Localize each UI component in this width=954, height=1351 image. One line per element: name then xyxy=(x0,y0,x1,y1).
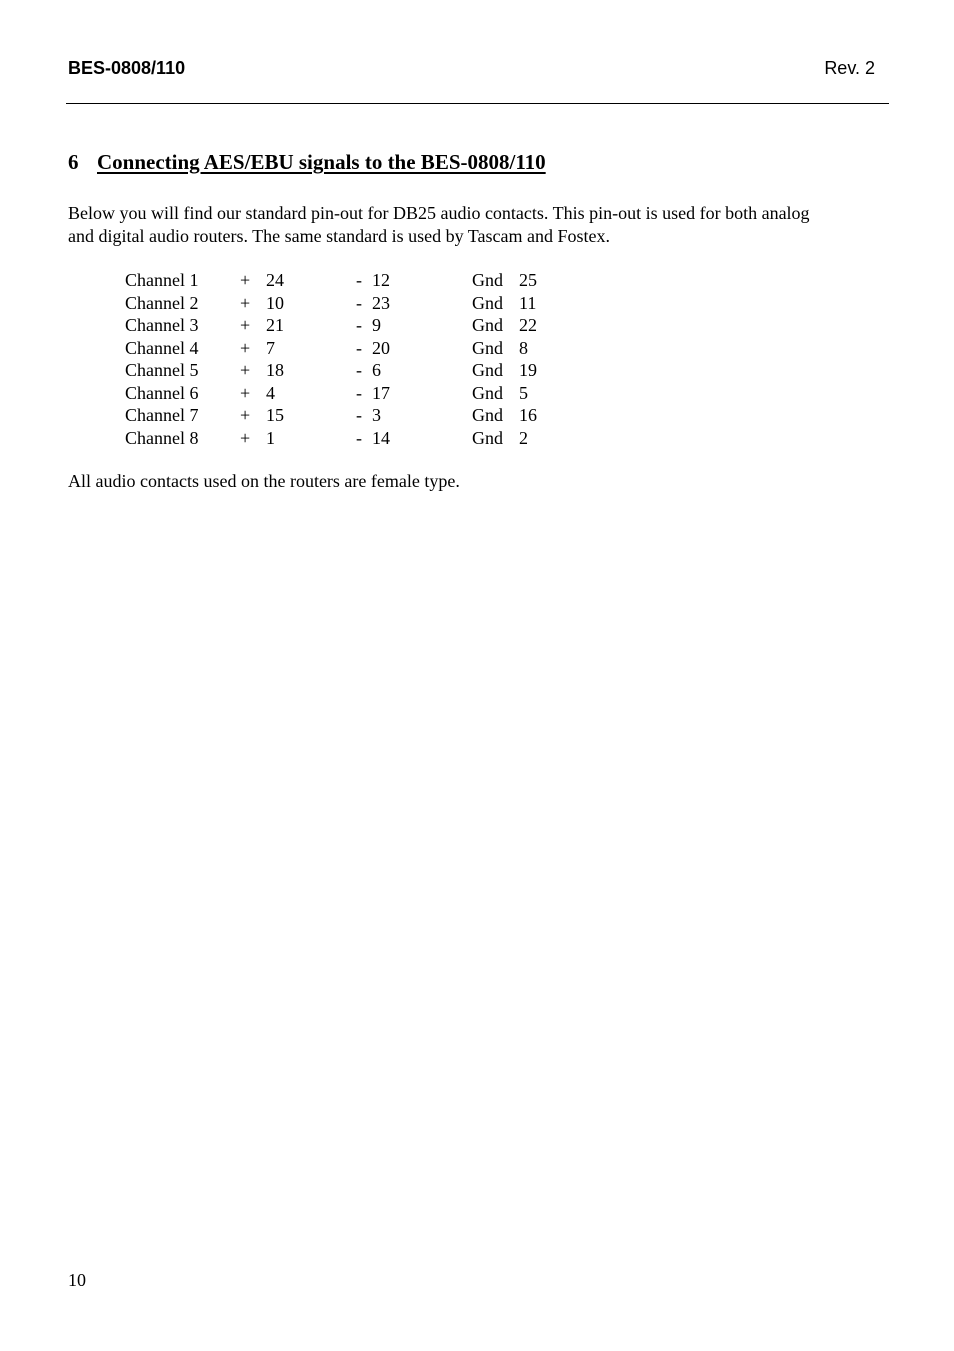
pinout-row xyxy=(125,292,585,315)
minus-pin: 14 xyxy=(372,427,390,448)
pinout-row xyxy=(125,337,585,360)
pinout-row xyxy=(125,314,585,337)
gnd-pin: 22 xyxy=(519,315,537,335)
plus-sign: + xyxy=(240,292,251,313)
plus-pin: 21 xyxy=(266,315,284,335)
channel-name: Channel 8 xyxy=(125,427,199,448)
minus-sign: - xyxy=(356,337,362,358)
plus-pin: 10 xyxy=(266,292,284,313)
gnd-pin: 11 xyxy=(519,292,537,313)
plus-pin: 15 xyxy=(266,405,284,425)
plus-sign: + xyxy=(240,382,251,403)
minus-pin: 20 xyxy=(372,337,390,358)
minus-sign: - xyxy=(356,427,362,448)
section-number: 6 xyxy=(68,150,79,174)
intro-line: and digital audio routers. The same standard is used by Tascam and Fostex. xyxy=(68,226,610,246)
channel-name: Channel 4 xyxy=(125,337,199,358)
channel-name: Channel 3 xyxy=(125,315,199,335)
pinout-row xyxy=(125,359,585,382)
plus-sign: + xyxy=(240,315,251,335)
gnd-pin: 8 xyxy=(519,337,528,358)
minus-pin: 17 xyxy=(372,382,390,403)
plus-pin: 24 xyxy=(266,270,284,290)
minus-pin: 12 xyxy=(372,270,390,290)
plus-sign: + xyxy=(240,405,251,425)
channel-name: Channel 6 xyxy=(125,382,199,403)
channel-name: Channel 2 xyxy=(125,292,199,313)
minus-sign: - xyxy=(356,270,362,290)
plus-sign: + xyxy=(240,360,251,380)
gnd-label: Gnd xyxy=(472,315,503,335)
minus-pin: 23 xyxy=(372,292,390,313)
plus-pin: 1 xyxy=(266,427,275,448)
gnd-label: Gnd xyxy=(472,382,503,403)
gnd-pin: 2 xyxy=(519,427,528,448)
plus-sign: + xyxy=(240,337,251,358)
gnd-pin: 5 xyxy=(519,382,528,403)
section-heading xyxy=(68,150,546,175)
gnd-label: Gnd xyxy=(472,427,503,448)
pinout-row xyxy=(125,404,585,427)
minus-sign: - xyxy=(356,292,362,313)
minus-sign: - xyxy=(356,405,362,425)
page-header xyxy=(68,58,875,82)
page-number: 10 xyxy=(68,1270,86,1290)
channel-name: Channel 7 xyxy=(125,405,199,425)
minus-sign: - xyxy=(356,382,362,403)
minus-pin: 3 xyxy=(372,405,381,425)
intro-paragraph xyxy=(68,202,878,248)
document-id: BES-0808/110 xyxy=(68,58,186,78)
plus-sign: + xyxy=(240,270,251,290)
pinout-row xyxy=(125,269,585,292)
revision-label: Rev. 2 xyxy=(824,58,875,78)
gnd-pin: 19 xyxy=(519,360,537,380)
intro-line: Below you will find our standard pin-out for DB25 audio contacts. This pin-out is used for both analog xyxy=(68,203,810,223)
minus-sign: - xyxy=(356,360,362,380)
plus-pin: 18 xyxy=(266,360,284,380)
channel-name: Channel 5 xyxy=(125,360,199,380)
plus-pin: 4 xyxy=(266,382,275,403)
minus-pin: 6 xyxy=(372,360,381,380)
gnd-label: Gnd xyxy=(472,360,503,380)
gnd-label: Gnd xyxy=(472,337,503,358)
channel-name: Channel 1 xyxy=(125,270,199,290)
pinout-row xyxy=(125,382,585,405)
gnd-label: Gnd xyxy=(472,292,503,313)
gnd-label: Gnd xyxy=(472,405,503,425)
gnd-pin: 16 xyxy=(519,405,537,425)
minus-pin: 9 xyxy=(372,315,381,335)
plus-pin: 7 xyxy=(266,337,275,358)
gnd-pin: 25 xyxy=(519,270,537,290)
contact-type-note: All audio contacts used on the routers are female type. xyxy=(68,471,460,491)
gnd-label: Gnd xyxy=(472,270,503,290)
pinout-table xyxy=(125,269,585,449)
section-title: Connecting AES/EBU signals to the BES-0808/110 xyxy=(97,150,546,174)
pinout-row xyxy=(125,427,585,450)
minus-sign: - xyxy=(356,315,362,335)
plus-sign: + xyxy=(240,427,251,448)
header-divider xyxy=(66,103,889,104)
